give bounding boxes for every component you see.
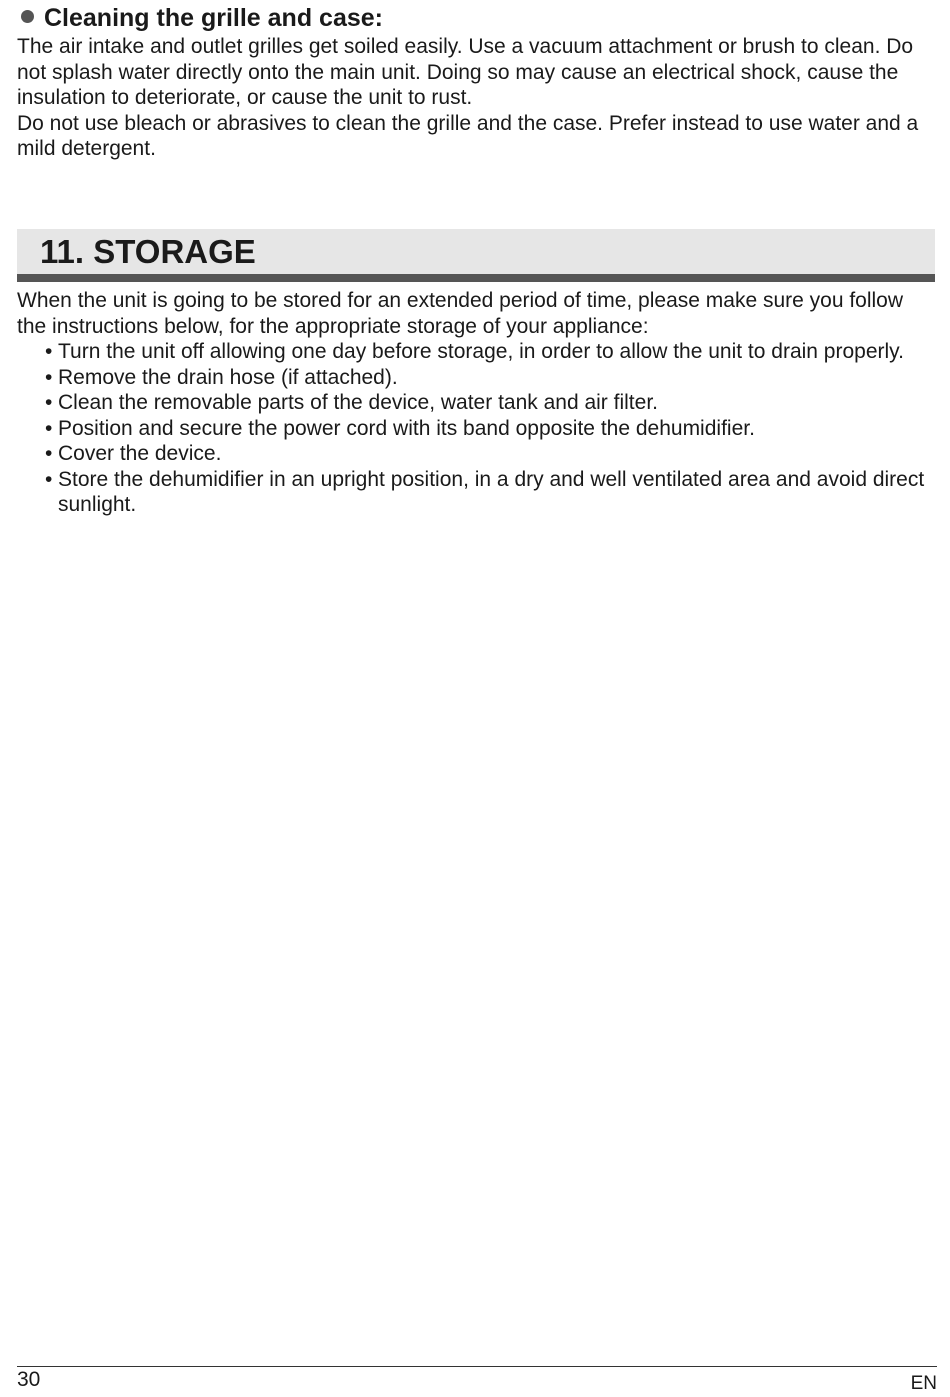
list-item: • Position and secure the power cord with its band opposite the dehumidifier. [45,416,937,442]
storage-intro: When the unit is going to be stored for an extended period of time, please make sure you follow the instructions below, for the appropriate storage of your appliance: [17,289,904,338]
cleaning-heading-text: Cleaning the grille and case: [44,4,383,32]
storage-section-title: 11. STORAGE [40,233,256,270]
cleaning-heading [17,2,383,34]
cleaning-paragraph-1: The air intake and outlet grilles get soiled easily. Use a vacuum attachment or brush to clean. Do not splash water directly onto the main unit. Doing so may cause an electrical shock, cause the insulation to deteriorate, or cause the unit to rust. [17,35,914,109]
bullet-dot-icon [21,10,34,23]
cleaning-body [17,34,935,162]
page-number: 30 [17,1368,41,1391]
list-item: • Clean the removable parts of the device, water tank and air filter. [45,390,937,416]
section-header-rule [17,274,935,282]
storage-instructions-list [45,339,937,518]
cleaning-paragraph-2: Do not use bleach or abrasives to clean the grille and the case. Prefer instead to use water and a mild detergent. [17,111,919,160]
list-item: • Cover the device. [45,441,937,467]
storage-section-header [17,229,935,274]
footer-divider [17,1366,937,1367]
language-code: EN [910,1373,937,1394]
list-item: • Remove the drain hose (if attached). [45,365,937,391]
list-item: • Turn the unit off allowing one day before storage, in order to allow the unit to drain properly. [45,339,937,365]
list-item: • Store the dehumidifier in an upright position, in a dry and well ventilated area and avoid direct sunlight. [45,467,937,518]
